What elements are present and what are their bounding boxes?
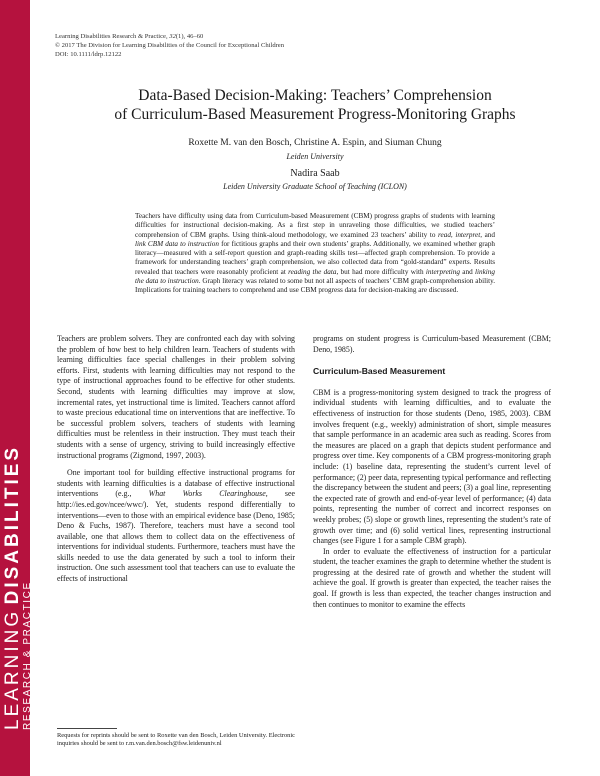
body-paragraph: [57, 468, 295, 585]
abstract-text: Teachers have difficulty using data from Curriculum-based Measurement (CBM) progress graphs of students with learning difficulties for instructional decision-making. As a first step in unraveling those difficulties, we studied teachers’ comprehension of CBM graphs. Using think-aloud methodology, we examined 23 teachers’ ability to: [135, 212, 495, 239]
abstract-text: . Graph literacy was related to some but not all aspects of teachers’ CBM graph-comprehension ability. Implications for training teachers to comprehend and use CBM progress data for decision-making are discussed.: [135, 277, 496, 295]
citation-block: [55, 32, 284, 59]
footnote: Requests for reprints should be sent to Roxette van den Bosch, Leiden University. Electronic inquiries should be sent to r.m.van.den.bosch@fsw.leidenuniv.nl: [57, 732, 295, 748]
body-paragraph: programs on student progress is Curriculum-based Measurement (CBM; Deno, 1985).: [313, 334, 551, 354]
abstract-text: and: [459, 267, 476, 276]
journal-word-learning: LEARNING: [2, 608, 23, 730]
affiliation-2: Leiden University Graduate School of Teaching (ICLON): [223, 182, 407, 191]
body-column-left: [57, 334, 295, 585]
citation-journal: Learning Disabilities Research & Practice,: [55, 33, 170, 40]
abstract-text: for fictitious graphs and their own students’ graphs. Additionally, we examined whether graph literacy—measured with a self-report question and graph-reading skills test—affected graph comprehension. To provide a framework for understanding teachers’ graph comprehension, we also collected data from “gold-standard” experts. Results revealed that teachers were reasonably proficient at: [135, 239, 496, 276]
article-title: [50, 86, 580, 124]
abstract-text: , and: [480, 230, 495, 239]
journal-sidebar: [0, 0, 33, 776]
body-column-right: [313, 334, 551, 610]
author-names-1: Roxette M. van den Bosch, Christine A. Espin, and Siuman Chung: [188, 138, 442, 148]
section-heading: Curriculum-Based Measurement: [313, 366, 446, 377]
author-block: [50, 137, 580, 193]
citation-volume: 32: [169, 33, 176, 40]
abstract-emphasis: reading the data: [288, 267, 337, 276]
copyright-line: © 2017 The Division for Learning Disabilities of the Council for Exceptional Children: [55, 42, 285, 49]
abstract-emphasis: linking the data to instruction: [135, 267, 495, 286]
journal-name-vertical: [2, 310, 33, 730]
citation-line: [55, 32, 284, 41]
abstract: [135, 212, 495, 296]
title-line-2: of Curriculum-Based Measurement Progress-Monitoring Graphs: [114, 106, 516, 123]
abstract-emphasis: interpreting: [425, 267, 460, 276]
footnote-divider: [57, 728, 117, 729]
doi-line: DOI: 10.1111/ldrp.12122: [55, 51, 122, 58]
author-names-2: Nadira Saab: [290, 168, 340, 179]
body-text: , see http://ies.ed.gov/ncee/wwc/). Yet, students respond differentially to interventions—even to those with an empirical evidence base (Deno, 1985; Deno & Fuchs, 1987). Therefore, teachers must have a second tool available, one that allows them to collect data on the effectiveness of interventions for individual students. Furthermore, teachers must have the skills needed to use the data generated by such a tool to inform their instruction. One such assessment tool that teachers can use to evaluate the effects of instructional: [57, 489, 295, 584]
citation-pages: (1), 46–60: [175, 33, 204, 40]
body-text: One important tool for building effective instructional programs for students with learning difficulties is a database of effective instructional interventions (e.g.,: [57, 468, 295, 499]
body-emphasis: What Works Clearinghouse: [148, 489, 266, 499]
body-paragraph: Teachers are problem solvers. They are confronted each day with solving the problem of how best to help children learn. Teachers of students with learning difficulties face special challenges in their problem solving efforts. First, students with learning difficulties may not respond to the type of instructional approaches found to be effective for other students. Second, students with learning difficulties may improve at slow, incremental rates, yet instructional time is limited. Teachers cannot afford to waste precious educational time on interventions that are ineffective. To be successful problem solvers, teachers of students with learning difficulties must be relentless in their instruction. They must teach their students with a sense of urgency, striving to build increasingly effective instructional programs (Zigmond, 1997, 2003).: [57, 334, 295, 460]
journal-word-disabilities: DISABILITIES: [2, 444, 23, 605]
body-paragraph: In order to evaluate the effectiveness of instruction for a particular student, the teacher examines the graph to determine whether the student is progressing at the desired rate of growth and whether the student will achieve the goal. If growth is greater than expected, the teacher raises the goal. If growth is less than expected, the teacher changes instruction and then continues to monitor to examine the effects: [313, 546, 551, 609]
abstract-text: , but had more difficulty with: [336, 267, 426, 276]
abstract-emphasis: read, interpret: [438, 230, 481, 239]
abstract-emphasis: link CBM data to instruction: [135, 239, 219, 248]
body-paragraph: CBM is a progress-monitoring system designed to track the progress of individual students with learning difficulties, and to evaluate the effectiveness of instruction for those students (Deno, 1985, 2003). CBM involves frequent (e.g., weekly) administration of short, simple measures that sample performance in an academic area such as reading. Scores from the measures are placed on a graph that depicts student performance and progress over time. Key components of a CBM progress-monitoring graph include: (1) baseline data, representing the student’s current level of performance; (2) peer data, representing typical performance and reflecting the discrepancy between the student and peers; (3) a goal line, representing the expected rate of growth and end-of-year level of performance; (4) data points, representing the number of correct and incorrect responses on weekly probes; (5) slope or growth lines, representing the student’s rate of growth over time; and (6) solid vertical lines, representing instructional changes (see Figure 1 for a sample CBM graph).: [313, 387, 551, 546]
journal-subtitle: RESEARCH & PRACTICE: [22, 581, 33, 730]
title-line-1: Data-Based Decision-Making: Teachers’ Comprehension: [138, 87, 492, 104]
affiliation-1: Leiden University: [286, 152, 344, 161]
